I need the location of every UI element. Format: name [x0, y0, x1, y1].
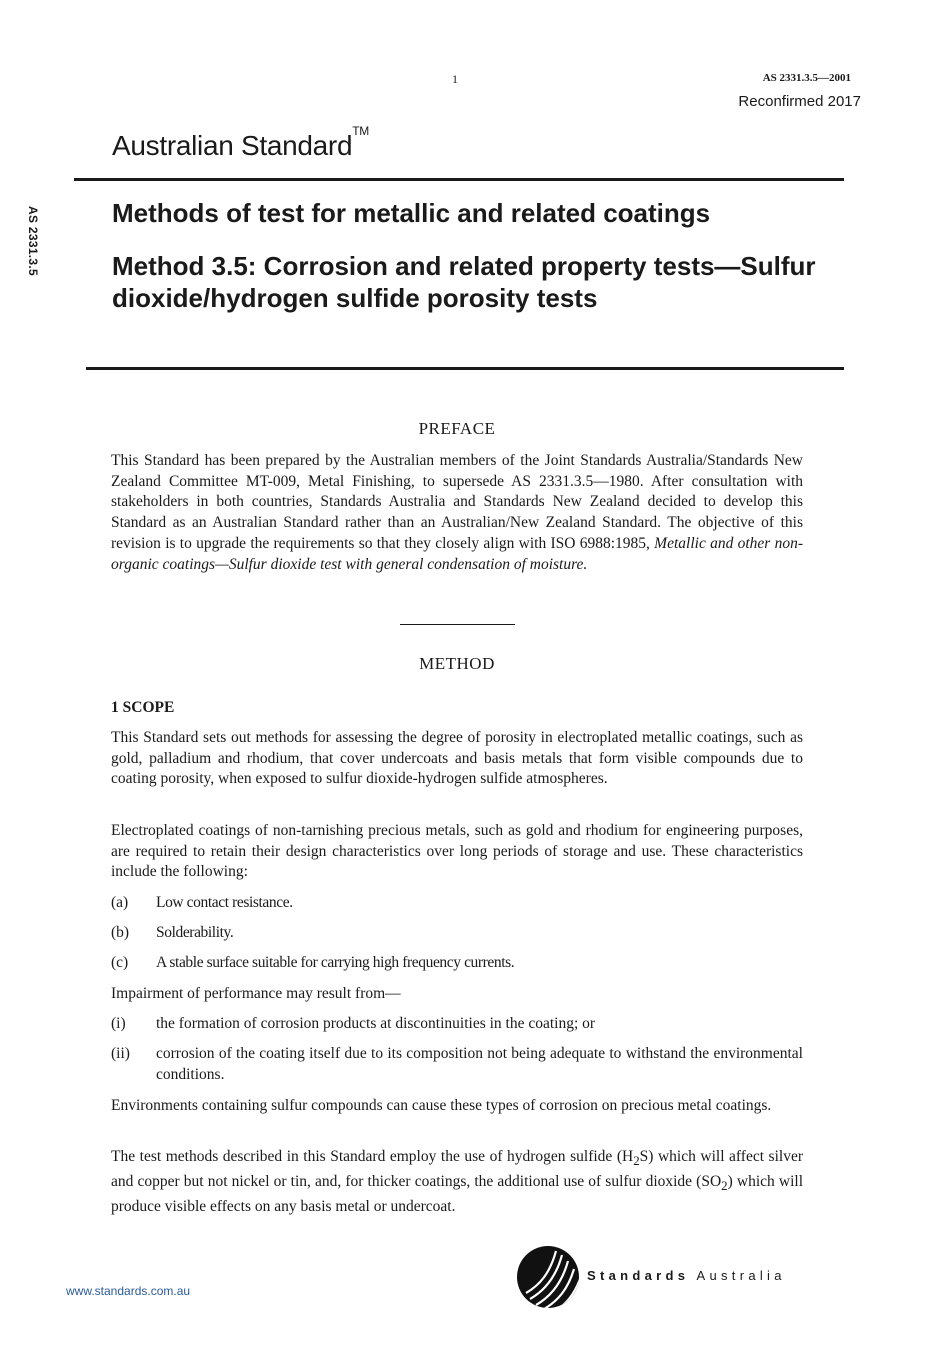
list-text: Solderability.	[156, 924, 234, 941]
list-text: the formation of corrosion products at discontinuities in the coating; or	[156, 1015, 596, 1032]
main-title: Methods of test for metallic and related coatings	[112, 198, 711, 228]
p5-part-a: The test methods described in this Standard employ the use of hydrogen sulfide (H	[111, 1148, 634, 1165]
scope-heading: 1 SCOPE	[111, 699, 175, 716]
list-text: Low contact resistance.	[156, 894, 293, 911]
list-marker: (c)	[111, 954, 129, 971]
preface-body	[111, 451, 803, 575]
page-number: 1	[452, 72, 458, 86]
list-text: A stable surface suitable for carrying high frequency currents.	[156, 954, 515, 971]
p5-subscript-1: 2	[633, 1153, 640, 1169]
standards-australia-logo-icon	[516, 1245, 580, 1309]
list-marker: (a)	[111, 894, 129, 911]
p5-part-c: ) which will produce visible effects on any basis metal or undercoat.	[111, 1172, 804, 1215]
section-divider	[400, 624, 515, 625]
scope-paragraph-4: Environments containing sulfur compounds can cause these types of corrosion on precious metal coatings.	[111, 1097, 772, 1114]
list-text: corrosion of the coating itself due to its composition not being adequate to withstand the environmental conditions.	[156, 1045, 803, 1083]
brand-name-regular: Australia	[696, 1268, 786, 1283]
preface-body-text: This Standard has been prepared by the Australian members of the Joint Standards Australia/Standards New Zealand Committee MT-009, Metal Finishing, to supersede AS 2331.3.5—1980. After consultation with stakeholders in both countries, Standards Australia and Standards New Zealand decided to develop this Standard as an Australian Standard rather than an Australian/New Zealand Standard. The objective of this revision is to upgrade the requirements so that they closely align with ISO 6988:1985,	[111, 452, 803, 552]
scope-paragraph-3: Impairment of performance may result from—	[111, 985, 401, 1002]
series-title	[112, 124, 369, 162]
scope-paragraph-5	[111, 1147, 803, 1217]
p5-part-b: S) which will affect silver and copper but not nickel or tin, and, for thicker coatings, the additional use of sulfur dioxide (SO	[111, 1148, 803, 1190]
list-marker: (b)	[111, 924, 130, 941]
preface-body-italic: Metallic and other non-organic coatings—Sulfur dioxide test with general condensation of moisture.	[111, 534, 804, 573]
p5-subscript-2: 2	[721, 1177, 728, 1193]
title-rule-bottom	[86, 367, 844, 370]
list-marker: (ii)	[111, 1045, 130, 1062]
method-heading: METHOD	[419, 654, 495, 673]
brand-name-bold: Standards	[587, 1268, 690, 1283]
website-link[interactable]: www.standards.com.au	[66, 1284, 191, 1298]
series-title-text: Australian Standard	[112, 130, 353, 161]
document-code: AS 2331.3.5—2001	[762, 72, 851, 84]
title-rule-top	[74, 178, 844, 181]
preface-heading: PREFACE	[418, 419, 496, 438]
brand-name	[587, 1268, 786, 1283]
method-title: Method 3.5: Corrosion and related property tests—Sulfur dioxide/hydrogen sulfide porosity tests	[112, 251, 816, 313]
list-marker: (i)	[111, 1015, 126, 1032]
scope-paragraph-2: Electroplated coatings of non-tarnishing precious metals, such as gold and rhodium for engineering purposes, are required to retain their design characteristics over long periods of storage and use. These characteristics include the following:	[111, 822, 803, 881]
trademark-mark: TM	[352, 124, 369, 138]
reconfirmed-note: Reconfirmed 2017	[738, 93, 861, 110]
side-document-code: AS 2331.3.5	[26, 206, 40, 277]
scope-paragraph-1: This Standard sets out methods for assessing the degree of porosity in electroplated metallic coatings, such as gold, palladium and rhodium, that cover undercoats and basis metals that form visible compounds due to coating porosity, when exposed to sulfur dioxide-hydrogen sulfide atmospheres.	[111, 729, 803, 788]
